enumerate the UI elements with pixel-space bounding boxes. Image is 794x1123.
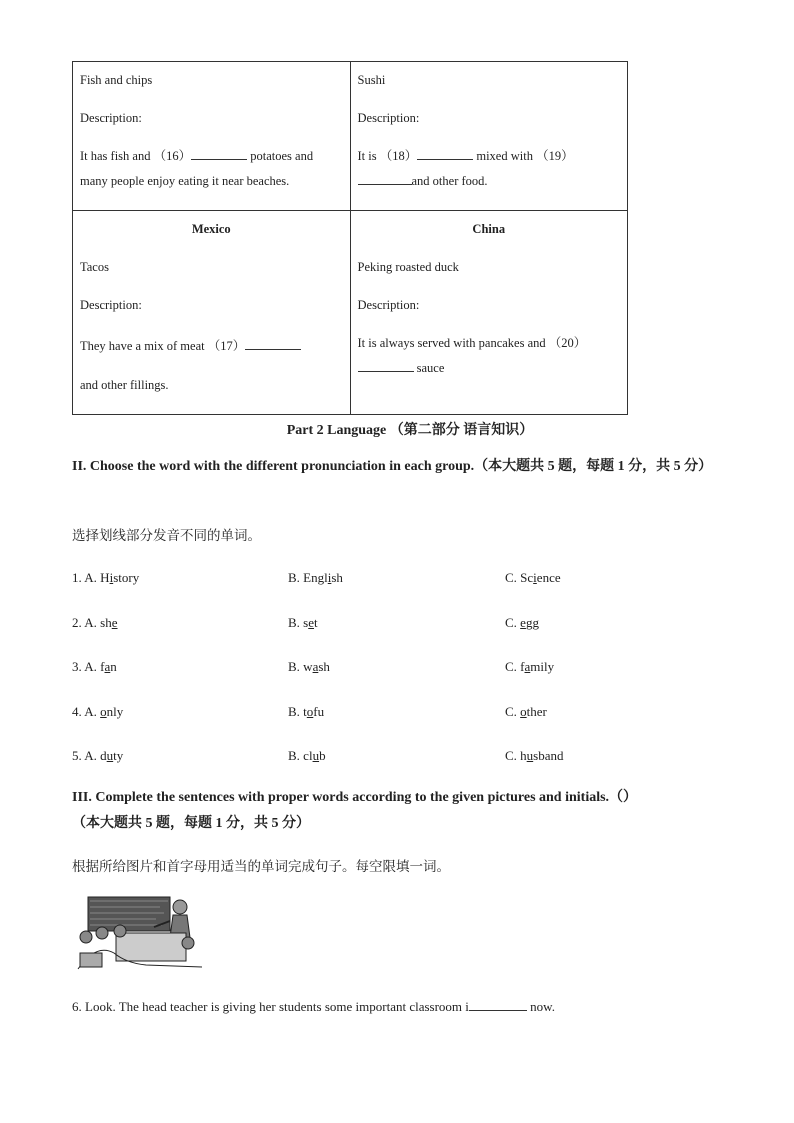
option-3-b xyxy=(288,659,330,675)
word-part: sh xyxy=(331,570,343,585)
part-2-title: Part 2 Language （第二部分 语言知识） xyxy=(286,423,534,438)
food-table xyxy=(72,61,628,415)
underlined-letter: e xyxy=(520,615,526,630)
underlined-letter: u xyxy=(312,748,320,763)
blank-19[interactable] xyxy=(358,171,412,185)
word-part: C. h xyxy=(505,748,527,763)
word-part: sh xyxy=(318,659,330,674)
country-name: China xyxy=(472,222,506,236)
word-part: 2. A. sh xyxy=(72,615,112,630)
dish-name: Fish and chips xyxy=(80,73,153,87)
word-part: ty xyxy=(113,748,124,763)
question-6 xyxy=(72,997,555,1015)
text-part: and other food. xyxy=(411,174,488,188)
description-text: It is always served with pancakes and （20） xyxy=(357,336,587,350)
option-1-a xyxy=(72,570,139,586)
word-part: gg xyxy=(525,615,539,630)
word-part: C. xyxy=(505,615,521,630)
option-4-a xyxy=(72,704,123,720)
word-part: n xyxy=(110,659,117,674)
cell-mexico xyxy=(73,211,351,415)
blank-18[interactable] xyxy=(417,146,473,160)
blank-16[interactable] xyxy=(191,146,247,160)
description-text xyxy=(80,144,343,169)
underlined-letter: a xyxy=(312,659,319,674)
description-text xyxy=(358,144,621,169)
classroom-illustration xyxy=(76,893,202,973)
underlined-letter: e xyxy=(308,615,315,630)
description-text-cont xyxy=(358,169,621,194)
option-2-b xyxy=(288,615,318,631)
word-part: nly xyxy=(106,704,124,719)
underlined-letter: e xyxy=(111,615,118,630)
underlined-letter: o xyxy=(100,704,107,719)
word-part: mily xyxy=(530,659,555,674)
option-3-c xyxy=(505,659,554,675)
underlined-letter: u xyxy=(526,748,534,763)
option-2-a xyxy=(72,615,118,631)
dish-name: Peking roasted duck xyxy=(357,260,459,274)
option-4-c xyxy=(505,704,547,720)
country-name: Mexico xyxy=(191,222,231,236)
option-5-a xyxy=(72,748,123,764)
description-label: Description: xyxy=(357,298,420,312)
word-part: story xyxy=(113,570,140,585)
underlined-letter: a xyxy=(104,659,111,674)
underlined-letter: i xyxy=(533,570,537,585)
description-label: Description: xyxy=(80,111,142,125)
underlined-letter: u xyxy=(106,748,114,763)
option-3-a xyxy=(72,659,117,675)
word-part: B. t xyxy=(288,704,307,719)
option-1-c xyxy=(505,570,561,586)
text-part: sauce xyxy=(413,361,445,375)
description-text-cont: and other fillings. xyxy=(80,378,169,392)
description-text-cont: many people enjoy eating it near beaches. xyxy=(80,174,290,188)
word-part: ther xyxy=(526,704,547,719)
description-label: Description: xyxy=(80,298,142,312)
section-3-heading-line1: III. Complete the sentences with proper words according to the given pictures and initials.（） xyxy=(72,790,638,805)
underlined-letter: i xyxy=(109,570,114,585)
word-part: sband xyxy=(533,748,564,763)
blank-20[interactable] xyxy=(358,358,414,372)
word-part: 1. A. H xyxy=(72,570,110,585)
word-part: C. xyxy=(505,704,521,719)
text-part: It is （18） xyxy=(357,149,418,163)
word-part: B. s xyxy=(288,615,309,630)
word-part: fu xyxy=(313,704,325,719)
word-part: t xyxy=(314,615,318,630)
word-part: ence xyxy=(536,570,561,585)
underlined-letter: i xyxy=(327,570,332,585)
description-label: Description: xyxy=(357,111,420,125)
word-part: B. Engl xyxy=(288,570,328,585)
option-4-b xyxy=(288,704,324,720)
cell-fish-and-chips xyxy=(73,62,351,211)
q6-blank[interactable] xyxy=(469,997,527,1011)
section-3-heading-line2: （本大题共 5 题，每题 1 分，共 5 分） xyxy=(72,816,310,831)
section-3-instruction: 根据所给图片和首字母用适当的单词完成句子。每空限填一词。 xyxy=(72,859,450,875)
section-2-instruction: 选择划线部分发音不同的单词。 xyxy=(72,528,261,544)
word-part: C. Sc xyxy=(505,570,534,585)
text-part: mixed with （19） xyxy=(473,149,574,163)
underlined-letter: o xyxy=(306,704,314,719)
cell-china xyxy=(350,211,628,415)
word-part: 4. A. xyxy=(72,704,101,719)
dish-name: Tacos xyxy=(80,260,109,274)
word-part: B. cl xyxy=(288,748,313,763)
word-part: B. w xyxy=(288,659,313,674)
description-text xyxy=(80,334,343,359)
description-text-cont xyxy=(358,356,621,381)
underlined-letter: o xyxy=(520,704,527,719)
q6-text-end: now. xyxy=(526,999,555,1014)
word-part: 5. A. d xyxy=(72,748,107,763)
word-part: C. f xyxy=(505,659,525,674)
text-part: They have a mix of meat （17） xyxy=(80,339,246,353)
underlined-letter: a xyxy=(524,659,531,674)
word-part: 3. A. f xyxy=(72,659,105,674)
option-5-b xyxy=(288,748,326,764)
blank-17[interactable] xyxy=(245,336,301,350)
word-part: b xyxy=(319,748,326,763)
q6-text: 6. Look. The head teacher is giving her students some important classroom i xyxy=(72,999,469,1014)
text-part: potatoes and xyxy=(247,149,314,163)
option-2-c xyxy=(505,615,539,631)
cell-sushi xyxy=(350,62,628,211)
text-part: It has fish and （16） xyxy=(80,149,192,163)
section-2-heading: II. Choose the word with the different pronunciation in each group.（本大题共 5 题，每题 1 分，共 5 分） xyxy=(72,459,713,474)
option-1-b xyxy=(288,570,343,586)
option-5-c xyxy=(505,748,564,764)
section-3-heading xyxy=(72,785,752,837)
dish-name: Sushi xyxy=(357,73,386,87)
